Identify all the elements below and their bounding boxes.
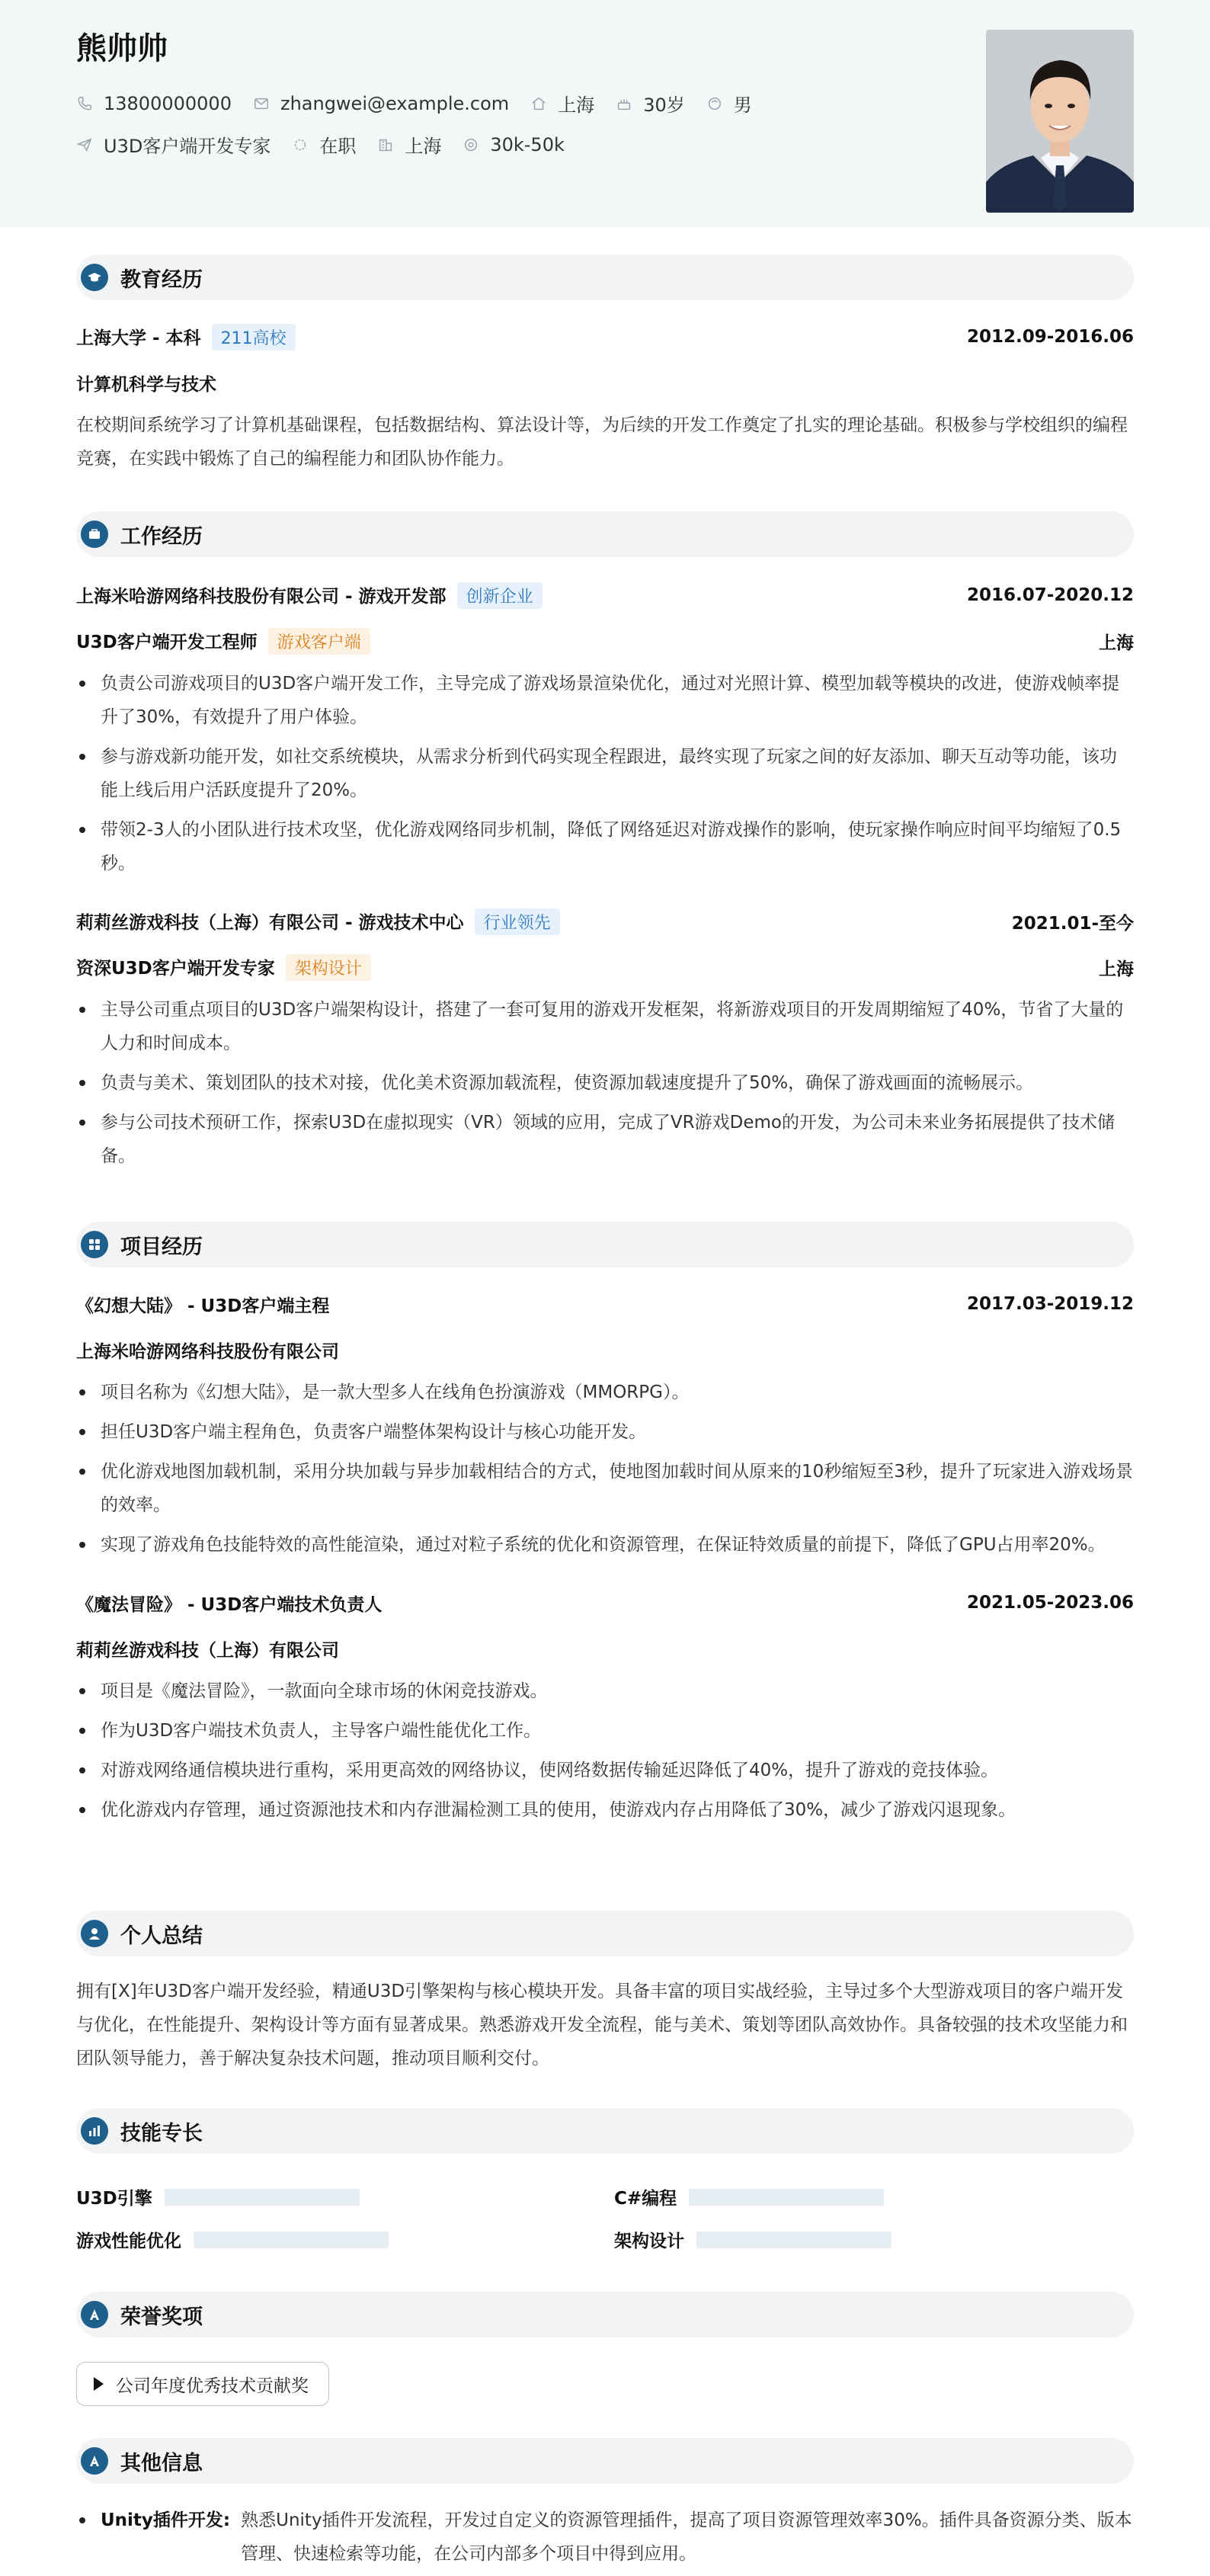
skills-section bbox=[76, 2108, 1134, 2260]
location-text: 上海 bbox=[558, 95, 595, 116]
target-city-text: 上海 bbox=[405, 136, 442, 157]
email-text: zhangwei@example.com bbox=[280, 92, 510, 114]
home-icon bbox=[530, 95, 547, 112]
skills-header bbox=[76, 2108, 1134, 2154]
age-item bbox=[616, 90, 685, 117]
summary-text: 拥有[X]年U3D客户端开发经验，精通U3D引擎架构与核心模块开发。具备丰富的项目实战经验，主导过多个大型游戏项目的客户端开发与优化，在性能提升、架构设计等方面有显著成果。熟悉游戏开发全流程，能与美术、策划等团队高效协作。具备较强的技术攻坚能力和团队领导能力，善于解决复杂技术问题，推动项目顺利交付。 bbox=[76, 1982, 1128, 2068]
award-toggle[interactable] bbox=[76, 2362, 329, 2406]
project-company: 上海米哈游网络科技股份有限公司 bbox=[76, 1341, 339, 1362]
honors-list bbox=[76, 2362, 1134, 2406]
other-label: Unity插件开发: bbox=[101, 2510, 231, 2530]
list-item: 带领2-3人的小团队进行技术攻坚，优化游戏网络同步机制，降低了网络延迟对游戏操作的影响，使玩家操作响应时间平均缩短了0.5秒。 bbox=[76, 813, 1134, 880]
work-company: 上海米哈游网络科技股份有限公司 - 游戏开发部 bbox=[76, 586, 447, 607]
list-item: 实现了游戏角色技能特效的高性能渲染，通过对粒子系统的优化和资源管理，在保证特效质量的前提下，降低了GPU占用率20%。 bbox=[76, 1528, 1134, 1562]
education-section bbox=[76, 255, 1134, 476]
other-text: 熟悉Unity插件开发流程，开发过自定义的资源管理插件，提高了项目资源管理效率30%。插件具备资源分类、版本管理、快速检索等功能，在公司内部多个项目中得到应用。 bbox=[241, 2510, 1132, 2564]
list-item bbox=[76, 2504, 1134, 2571]
work-city: 上海 bbox=[1099, 633, 1134, 653]
info-icon bbox=[81, 2447, 108, 2475]
education-major: 计算机科学与技术 bbox=[76, 374, 216, 395]
project-entry bbox=[76, 1290, 1134, 1562]
target-city-item bbox=[377, 131, 441, 158]
company-tag: 创新企业 bbox=[457, 582, 543, 609]
work-entry bbox=[76, 908, 1134, 1173]
projects-section bbox=[76, 1222, 1134, 1827]
status-item bbox=[292, 131, 356, 158]
target-job-item bbox=[76, 131, 270, 158]
send-icon bbox=[76, 136, 93, 153]
work-header bbox=[76, 511, 1134, 557]
skill-item bbox=[614, 2184, 884, 2209]
work-company-row bbox=[76, 908, 1134, 935]
list-item: 参与游戏新功能开发，如社交系统模块，从需求分析到代码实现全程跟进，最终实现了玩家之间的好友添加、聊天互动等功能，该功能上线后用户活跃度提升了20%。 bbox=[76, 740, 1134, 807]
job-row bbox=[76, 131, 586, 158]
work-company-row bbox=[76, 582, 1134, 609]
skill-item bbox=[76, 2184, 360, 2209]
phone-icon bbox=[76, 95, 93, 112]
portrait-image bbox=[986, 30, 1134, 213]
project-company: 莉莉丝游戏科技（上海）有限公司 bbox=[76, 1640, 339, 1661]
work-title: 工作经历 bbox=[120, 524, 203, 549]
honors-title: 荣誉奖项 bbox=[120, 2305, 203, 2329]
skill-bar bbox=[194, 2232, 389, 2248]
education-header bbox=[76, 255, 1134, 300]
salary-text: 30k-50k bbox=[490, 133, 565, 155]
work-period: 2021.01-至今 bbox=[1011, 913, 1134, 934]
location-item bbox=[530, 90, 594, 117]
project-period: 2021.05-2023.06 bbox=[966, 1593, 1134, 1613]
gender-text: 男 bbox=[733, 95, 752, 116]
education-title: 教育经历 bbox=[120, 268, 203, 292]
avatar-photo bbox=[986, 30, 1134, 213]
project-title-row bbox=[76, 1290, 1134, 1318]
work-bullets bbox=[76, 993, 1134, 1173]
role-tag: 架构设计 bbox=[286, 954, 371, 981]
chart-icon bbox=[81, 2117, 108, 2145]
other-header bbox=[76, 2438, 1134, 2484]
gender-icon bbox=[706, 95, 723, 112]
role-tag: 游戏客户端 bbox=[268, 628, 370, 655]
work-period: 2016.07-2020.12 bbox=[966, 585, 1134, 605]
education-description: 在校期间系统学习了计算机基础课程，包括数据结构、算法设计等，为后续的开发工作奠定了扎实的理论基础。积极参与学校组织的编程竞赛，在实践中锻炼了自己的编程能力和团队协作能力。 bbox=[76, 415, 1128, 469]
project-title: 《魔法冒险》 - U3D客户端技术负责人 bbox=[76, 1594, 383, 1615]
list-item: 作为U3D客户端技术负责人，主导客户端性能优化工作。 bbox=[76, 1714, 1134, 1748]
other-section bbox=[76, 2438, 1134, 2571]
email-item bbox=[253, 93, 509, 114]
skill-bar bbox=[696, 2232, 891, 2248]
project-title-row bbox=[76, 1589, 1134, 1616]
school-tag: 211高校 bbox=[212, 324, 296, 351]
education-school-row bbox=[76, 323, 1134, 351]
contact-row bbox=[76, 90, 773, 117]
skill-name: 游戏性能优化 bbox=[76, 2232, 181, 2251]
candidate-name: 熊帅帅 bbox=[76, 31, 168, 66]
honors-header bbox=[76, 2292, 1134, 2337]
skill-bar bbox=[165, 2189, 360, 2206]
award-label: 公司年度优秀技术贡献奖 bbox=[116, 2376, 309, 2396]
work-role: 资深U3D客户端开发专家 bbox=[76, 958, 275, 979]
work-bullets bbox=[76, 667, 1134, 880]
project-bullets bbox=[76, 1376, 1134, 1562]
list-item: 主导公司重点项目的U3D客户端架构设计，搭建了一套可复用的游戏开发框架，将新游戏项目的开发周期缩短了40%，节省了大量的人力和时间成本。 bbox=[76, 993, 1134, 1060]
gender-item bbox=[706, 90, 752, 117]
play-icon bbox=[94, 2377, 104, 2391]
list-item: 负责与美术、策划团队的技术对接，优化美术资源加载流程，使资源加载速度提升了50%，确保了游戏画面的流畅展示。 bbox=[76, 1066, 1134, 1100]
user-icon bbox=[81, 1920, 108, 1947]
projects-header bbox=[76, 1222, 1134, 1267]
phone-text: 13800000000 bbox=[104, 92, 232, 114]
honors-section bbox=[76, 2292, 1134, 2406]
skill-bar bbox=[689, 2189, 884, 2206]
summary-section bbox=[76, 1911, 1134, 2075]
work-entry bbox=[76, 582, 1134, 880]
summary-header bbox=[76, 1911, 1134, 1956]
skill-item bbox=[76, 2227, 389, 2252]
project-bullets bbox=[76, 1674, 1134, 1827]
project-period: 2017.03-2019.12 bbox=[966, 1294, 1134, 1314]
skill-item bbox=[614, 2227, 891, 2252]
company-tag: 行业领先 bbox=[475, 908, 560, 935]
building-icon bbox=[377, 136, 394, 153]
education-period: 2012.09-2016.06 bbox=[966, 327, 1134, 347]
projects-title: 项目经历 bbox=[120, 1235, 203, 1259]
work-section bbox=[76, 511, 1134, 1173]
list-item: 优化游戏地图加载机制，采用分块加载与异步加载相结合的方式，使地图加载时间从原来的10秒缩短至3秒，提升了玩家进入游戏场景的效率。 bbox=[76, 1455, 1134, 1522]
list-item: 参与公司技术预研工作，探索U3D在虚拟现实（VR）领域的应用，完成了VR游戏Demo的开发，为公司未来业务拓展提供了技术储备。 bbox=[76, 1106, 1134, 1173]
mail-icon bbox=[253, 95, 270, 112]
grid-icon bbox=[81, 1231, 108, 1258]
phone-item bbox=[76, 93, 232, 114]
skill-name: U3D引擎 bbox=[76, 2189, 152, 2209]
list-item: 对游戏网络通信模块进行重构，采用更高效的网络协议，使网络数据传输延迟降低了40%，提升了游戏的竞技体验。 bbox=[76, 1754, 1134, 1787]
project-title: 《幻想大陆》 - U3D客户端主程 bbox=[76, 1296, 330, 1316]
work-role-row bbox=[76, 627, 1134, 655]
project-entry bbox=[76, 1589, 1134, 1827]
skills-title: 技能专长 bbox=[120, 2121, 203, 2145]
cake-icon bbox=[616, 95, 632, 112]
work-role: U3D客户端开发工程师 bbox=[76, 632, 258, 652]
work-city: 上海 bbox=[1099, 959, 1134, 979]
award-icon bbox=[81, 2301, 108, 2328]
coin-icon bbox=[463, 136, 479, 153]
skill-name: 架构设计 bbox=[614, 2232, 684, 2251]
list-item: 项目名称为《幻想大陆》，是一款大型多人在线角色扮演游戏（MMORPG）。 bbox=[76, 1376, 1134, 1409]
summary-title: 个人总结 bbox=[120, 1924, 203, 1948]
list-item: 优化游戏内存管理，通过资源池技术和内存泄漏检测工具的使用，使游戏内存占用降低了30%，减少了游戏闪退现象。 bbox=[76, 1793, 1134, 1827]
school-name: 上海大学 - 本科 bbox=[76, 328, 201, 348]
status-icon bbox=[292, 136, 309, 153]
graduation-cap-icon bbox=[81, 264, 108, 291]
list-item: 项目是《魔法冒险》，一款面向全球市场的休闲竞技游戏。 bbox=[76, 1674, 1134, 1708]
other-list bbox=[76, 2504, 1134, 2571]
age-text: 30岁 bbox=[643, 95, 685, 116]
work-role-row bbox=[76, 953, 1134, 981]
skill-name: C#编程 bbox=[614, 2189, 677, 2209]
list-item: 担任U3D客户端主程角色，负责客户端整体架构设计与核心功能开发。 bbox=[76, 1415, 1134, 1449]
target-job-text: U3D客户端开发专家 bbox=[104, 136, 271, 157]
list-item: 负责公司游戏项目的U3D客户端开发工作，主导完成了游戏场景渲染优化，通过对光照计算、模型加载等模块的改进，使游戏帧率提升了30%，有效提升了用户体验。 bbox=[76, 667, 1134, 734]
briefcase-icon bbox=[81, 521, 108, 548]
other-title: 其他信息 bbox=[120, 2451, 203, 2475]
resume-header bbox=[0, 0, 1210, 227]
work-company: 莉莉丝游戏科技（上海）有限公司 - 游戏技术中心 bbox=[76, 912, 464, 933]
salary-item bbox=[463, 134, 565, 155]
status-text: 在职 bbox=[319, 136, 357, 157]
